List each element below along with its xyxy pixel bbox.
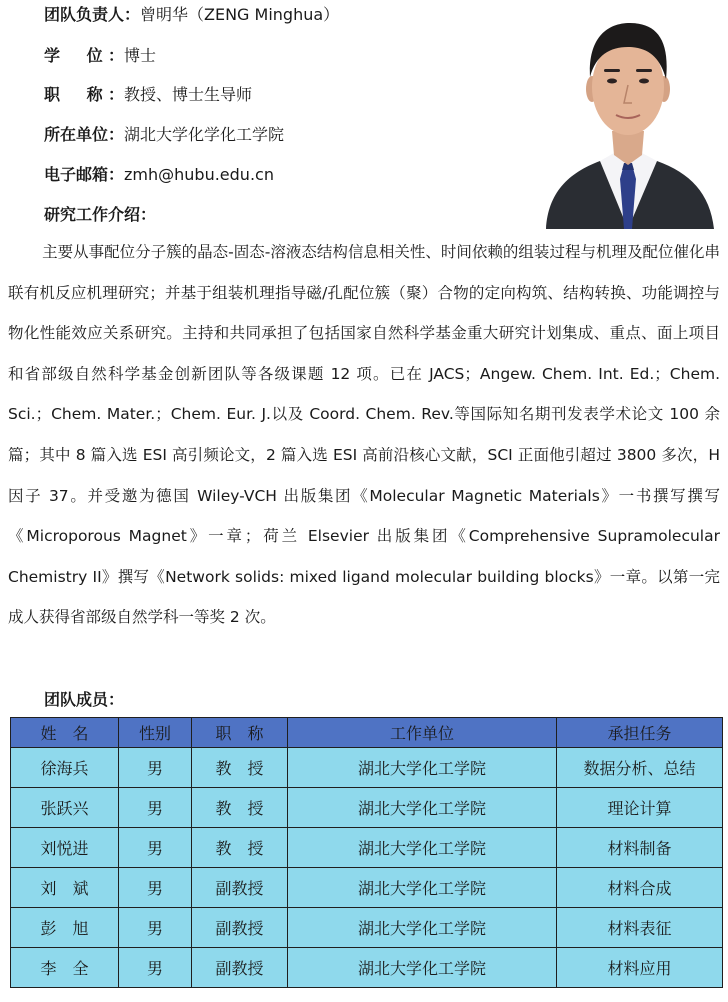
member-name: 刘悦进 [11,828,119,868]
column-header-task: 承担任务 [557,718,723,748]
title-label: 职 称： [44,85,124,104]
member-title: 副教授 [192,908,288,948]
member-title: 副教授 [192,868,288,908]
member-unit: 湖北大学化工学院 [288,828,557,868]
table-header-row [11,718,723,748]
team-members-table [10,717,723,988]
column-header-title: 职 称 [192,718,288,748]
leader-value: 曾明华（ZENG Minghua） [140,5,340,24]
table-row [11,948,723,988]
member-gender: 男 [119,948,192,988]
column-header-name: 姓 名 [11,718,119,748]
member-unit: 湖北大学化工学院 [288,748,557,788]
member-task: 数据分析、总结 [557,748,723,788]
degree-row [44,45,156,67]
table-row [11,908,723,948]
leader-row [44,4,339,26]
member-task: 材料应用 [557,948,723,988]
member-gender: 男 [119,868,192,908]
degree-value: 博士 [124,46,157,65]
member-name: 彭 旭 [11,908,119,948]
table-row [11,788,723,828]
column-header-unit: 工作单位 [288,718,557,748]
email-row [44,164,274,186]
member-name: 李 全 [11,948,119,988]
title-row [44,84,252,106]
member-task: 材料表征 [557,908,723,948]
member-gender: 男 [119,788,192,828]
member-gender: 男 [119,908,192,948]
table-row [11,868,723,908]
degree-label: 学 位： [44,46,124,65]
member-gender: 男 [119,828,192,868]
member-name: 张跃兴 [11,788,119,828]
member-title: 教 授 [192,788,288,828]
member-title: 副教授 [192,948,288,988]
research-intro-text: 主要从事配位分子簇的晶态-固态-溶液态结构信息相关性、时间依赖的组装过程与机理及配位催化串联有机反应机理研究；并基于组装机理指导磁/孔配位簇（聚）合物的定向构筑、结构转换、功能调控与物化性能效应关系研究。主持和共同承担了包括国家自然科学基金重大研究计划集成、重点、面上项目和省部级自然科学基金创新团队等各级课题 12 项。已在 JACS；Angew. Chem. Int. Ed.；Chem. Sci.；Chem. Mater.；Chem. Eur. J.以及 Coord. Chem. Rev.等国际知名期刊发表学术论文 100 余篇；其中 8 篇入选 ESI 高引频论文，2 篇入选 ESI 高前沿核心文献，SCI 正面他引超过 3800 多次，H 因子 37。并受邀为德国 Wiley-VCH 出版集团《Molecular Magnetic Materials》一书撰写撰写《Microporous Magnet》一章；荷兰 Elsevier 出版集团《Comprehensive Supramolecular Chemistry II》撰写《Network solids: mixed ligand molecular building blocks》一章。以第一完成人获得省部级自然学科一等奖 2 次。 [8,243,720,627]
member-unit: 湖北大学化工学院 [288,868,557,908]
email-label: 电子邮箱： [44,165,125,184]
member-unit: 湖北大学化工学院 [288,908,557,948]
unit-label: 所在单位： [44,125,125,144]
member-title: 教 授 [192,828,288,868]
member-title: 教 授 [192,748,288,788]
unit-row [44,124,284,146]
research-heading: 研究工作介绍： [44,205,157,224]
member-unit: 湖北大学化工学院 [288,788,557,828]
member-gender: 男 [119,748,192,788]
table-row [11,828,723,868]
member-task: 理论计算 [557,788,723,828]
member-task: 材料合成 [557,868,723,908]
portrait-photo [538,3,719,229]
leader-label: 团队负责人： [44,5,141,24]
member-task: 材料制备 [557,828,723,868]
member-name: 刘 斌 [11,868,119,908]
unit-value: 湖北大学化学化工学院 [124,125,285,144]
table-row [11,748,723,788]
column-header-gender: 性别 [119,718,192,748]
members-heading: 团队成员： [44,690,125,709]
title-value: 教授、博士生导师 [124,85,253,104]
email-value[interactable]: zmh@hubu.edu.cn [124,165,274,184]
member-name: 徐海兵 [11,748,119,788]
member-unit: 湖北大学化工学院 [288,948,557,988]
